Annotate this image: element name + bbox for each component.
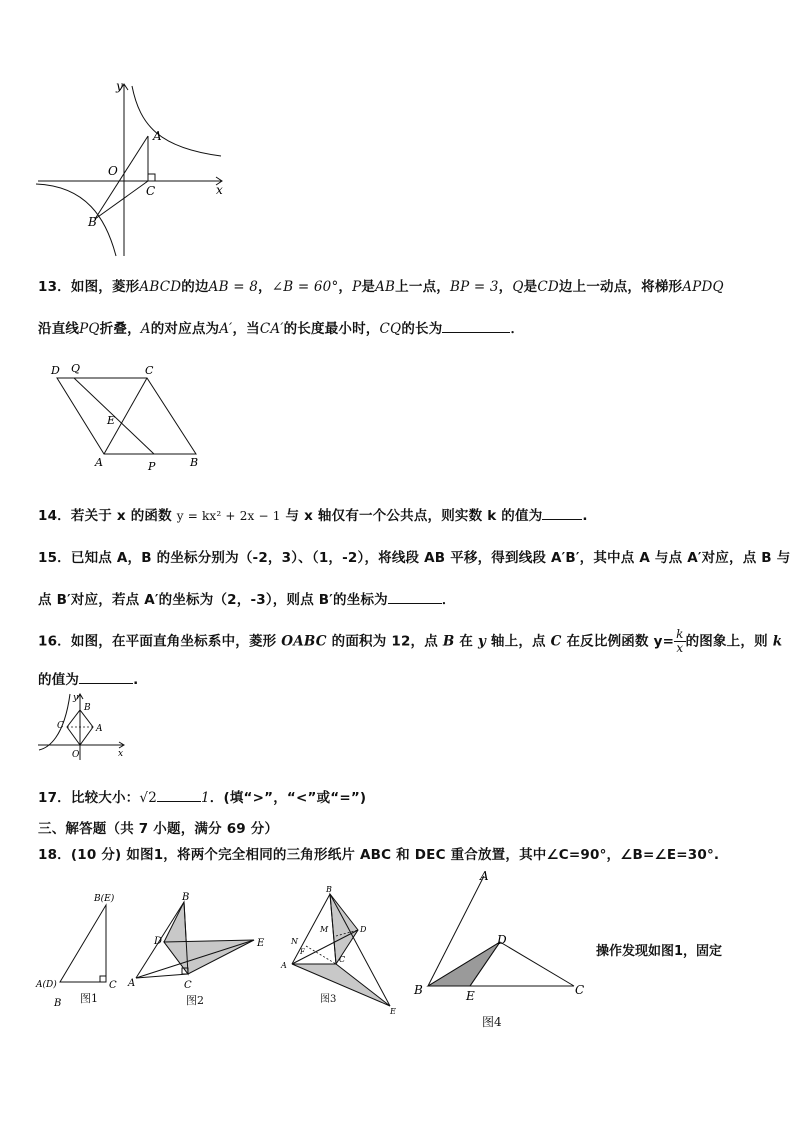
label-A-D: A(D) [36, 980, 57, 990]
label-F: F [300, 948, 305, 956]
label-B: B [190, 456, 199, 469]
label-B: B [84, 703, 91, 713]
label-C: C [339, 955, 346, 964]
answer-blank-13[interactable] [442, 320, 510, 333]
label-A: A [281, 961, 287, 970]
label-Q: Q [71, 362, 81, 375]
label-P: P [148, 460, 156, 473]
figure-18-3 [278, 882, 408, 1016]
label-C: C [575, 983, 585, 997]
figure-3-caption: 图3 [320, 994, 337, 1005]
question-15-line-2: 点 B′对应，若点 A′的坐标为（2，-3），则点 B′的坐标为 ． [38, 592, 456, 608]
label-O: O [72, 750, 80, 760]
label-B-E: B(E) [94, 894, 115, 904]
label-x: x [216, 183, 223, 197]
label-E: E [466, 989, 475, 1000]
label-y: y [73, 693, 79, 703]
label-O: O [108, 164, 118, 178]
label-C: C [146, 184, 156, 198]
side-note-operation: 操作发现如图1，固定 [596, 944, 723, 959]
question-17: 17．比较大小：√2 1．(填“>”，“<”或“=”) [38, 790, 367, 806]
figure-1-caption: 图1 [80, 992, 98, 1005]
label-E: E [390, 1007, 396, 1016]
label-y: y [116, 79, 123, 93]
label-A: A [153, 129, 162, 143]
answer-blank-15[interactable] [388, 591, 442, 604]
label-A: A [480, 869, 489, 883]
label-C: C [109, 980, 117, 991]
hyperbola-branch-3 [36, 184, 116, 256]
label-M: M [320, 925, 329, 934]
answer-blank-17[interactable] [157, 789, 201, 802]
label-C: C [184, 980, 192, 991]
label-x: x [118, 749, 124, 759]
label-C: C [57, 721, 64, 731]
label-A: A [96, 724, 103, 734]
label-D: D [51, 364, 60, 377]
question-13-line-2: 沿直线PQ折叠，A的对应点为A′，当CA′的长度最小时，CQ的长为 ． [38, 321, 525, 337]
label-B: B [182, 892, 190, 903]
label-E: E [257, 938, 265, 949]
label-C: C [145, 364, 154, 377]
label-E: E [107, 414, 116, 427]
figure-q13-rhombus [44, 360, 214, 475]
label-B: B [326, 885, 332, 894]
figure-2-caption: 图2 [186, 994, 204, 1007]
label-N: N [291, 937, 298, 946]
figure-18-2 [124, 888, 274, 1000]
answer-blank-14[interactable] [542, 507, 582, 520]
hyperbola-branch-1 [132, 86, 221, 156]
label-D: D [154, 936, 163, 947]
label-B: B [414, 983, 423, 997]
label-D: D [360, 925, 367, 934]
label-B: B [54, 998, 62, 1009]
figure-18-4 [410, 866, 595, 1000]
label-A: A [95, 456, 103, 469]
section-3-heading: 三、解答题（共 7 小题，满分 69 分） [38, 821, 279, 837]
question-16-line-2: 的值为 . [38, 672, 139, 688]
question-16-line-1: 16．如图，在平面直角坐标系中，菱形 OABC 的面积为 12，点 B 在 y 轴上，点 C 在反比例函数 y= $\frac{k}{x}$ 的图象上，则 k [38, 627, 783, 655]
question-14: 14．若关于 x 的函数 y = kx² + 2x − 1 与 x 轴仅有一个公共点，则实数 k 的值为 . [38, 508, 588, 524]
fraction-k-over-x: $\frac{k}{x}$ [676, 627, 684, 655]
figure-4-caption: 图4 [482, 1015, 502, 1029]
figure-q12-hyperbola [36, 78, 236, 260]
label-A: A [128, 978, 136, 989]
label-B: B [88, 215, 97, 229]
label-D: D [497, 933, 507, 947]
answer-blank-16[interactable] [79, 671, 133, 684]
figure-q16-rhombus-hyperbola [36, 690, 132, 762]
question-18: 18．(10 分) 如图1，将两个完全相同的三角形纸片 ABC 和 DEC 重合放置，其中∠C=90°，∠B=∠E=30°. [38, 847, 720, 863]
question-13-line-1: 13．如图，菱形ABCD的边AB = 8，∠B = 60°，P是AB上一点，BP = 3，Q是CD边上一动点，将梯形APDQ [38, 279, 724, 295]
question-15-line-1: 15．已知点 A，B 的坐标分别为（-2，3）、（1，-2），将线段 AB 平移，得到线段 A′B′，其中点 A 与点 A′对应，点 B 与 [38, 550, 791, 566]
